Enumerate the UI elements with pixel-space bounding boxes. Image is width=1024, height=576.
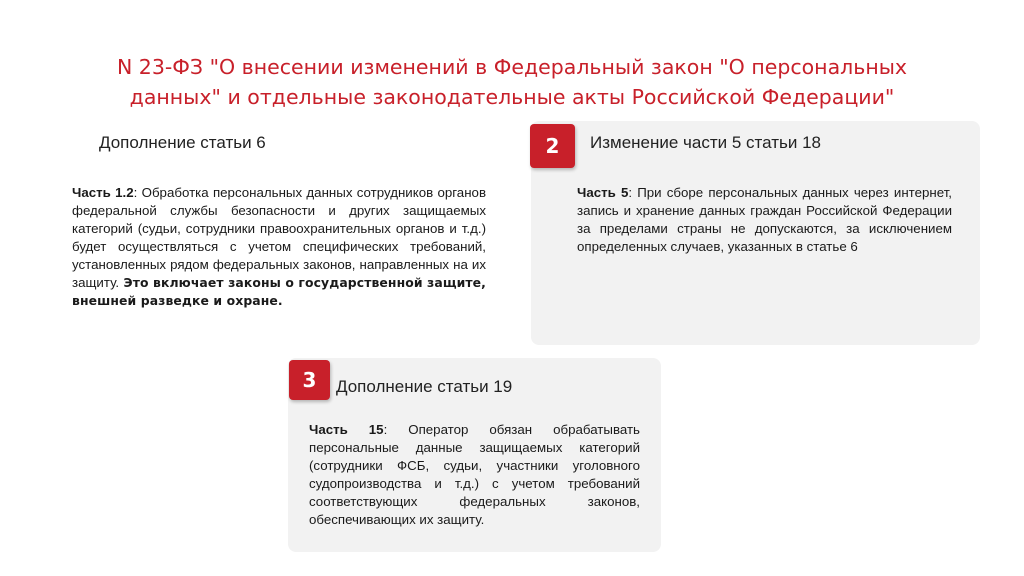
section-2-part-label: Часть 5 [577, 185, 629, 200]
page-title-line-2: данных" и отдельные законодательные акты Российской Федерации" [129, 85, 895, 109]
section-2-body [577, 184, 952, 256]
page-title-line-1: N 23-ФЗ "О внесении изменений в Федеральный закон "О персональных [116, 55, 908, 79]
section-3-part-label: Часть 15 [309, 422, 384, 437]
section-2-number-badge: 2 [530, 124, 575, 168]
section-3-text: : Оператор обязан обрабатывать персональные данные защищаемых категорий (сотрудники ФСБ, судьи, участники уголовного судопроизводства и т.д.) с учетом требований соответствующих федеральных законов, обеспечивающих их защиту. [309, 422, 640, 527]
section-1-body [72, 184, 486, 310]
section-1-part-label: Часть 1.2 [72, 185, 134, 200]
section-2-text: : При сборе персональных данных через интернет, запись и хранение данных граждан Российской Федерации за пределами страны не допускаются, за исключением определенных случаев, указанных в статье 6 [577, 185, 952, 254]
section-3-body [309, 421, 640, 529]
section-3-heading: Дополнение статьи 19 [336, 377, 513, 396]
page-title [60, 52, 964, 112]
section-1-heading: Дополнение статьи 6 [99, 133, 266, 152]
section-1-text: : Обработка персональных данных сотрудников органов федеральной службы безопасности и других защищаемых категорий (судьи, сотрудники правоохранительных органов и т.д.) будет осуществляться с учетом специфических требований, установленных рядом федеральных законов, направленных на их защиту. [72, 185, 487, 290]
section-2-heading: Изменение части 5 статьи 18 [590, 133, 822, 152]
section-3-number-badge: 3 [289, 360, 330, 400]
section-1-extra-text: Это включает законы о государственной защите, внешней разведке и охране. [72, 275, 486, 308]
